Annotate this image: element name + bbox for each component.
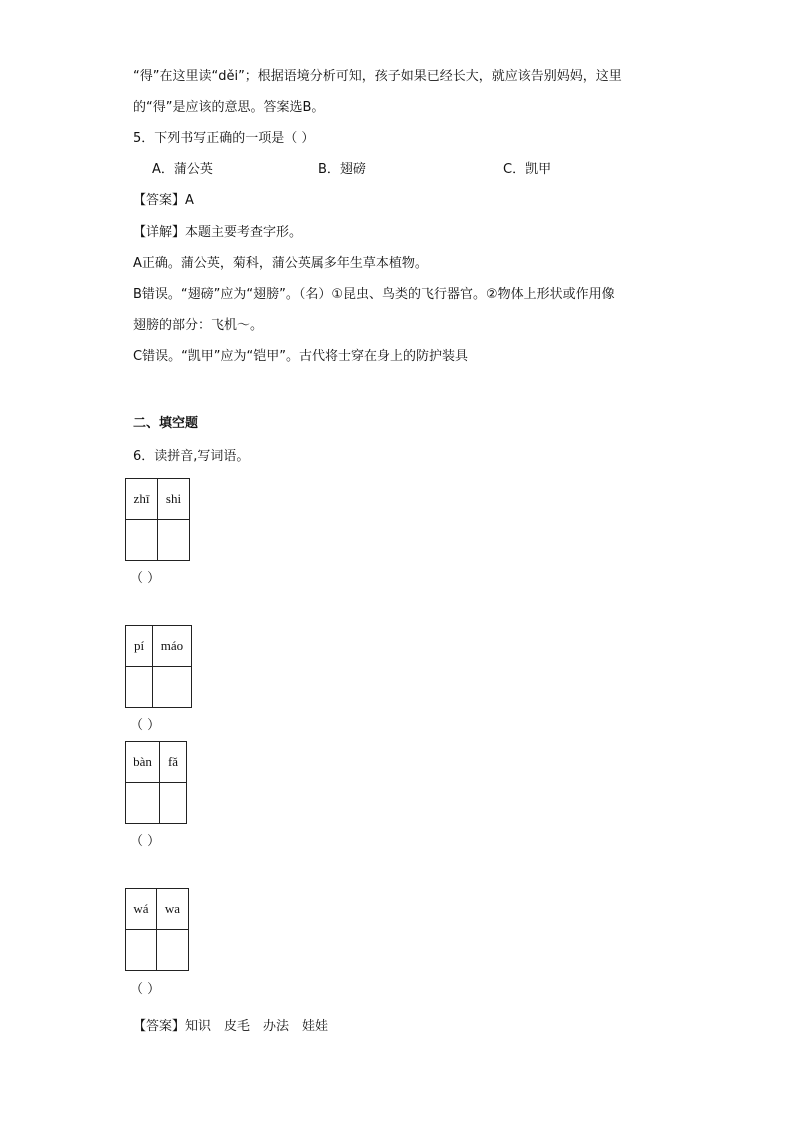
answer-parentheses: （ ） (130, 834, 161, 849)
q5-detail-title: 【详解】本题主要考查字形。 (133, 225, 303, 240)
writing-box[interactable] (160, 783, 187, 824)
q5-option-c: C．凯甲 (503, 162, 552, 177)
pinyin-grid-4 (125, 888, 189, 971)
q6-stem: 6．读拼音,写词语。 (133, 449, 250, 464)
pinyin-cell: zhī (126, 479, 158, 520)
writing-box[interactable] (126, 783, 160, 824)
pinyin-grid-1 (125, 478, 190, 561)
prev-explanation-line-1: “得”在这里读“děi”；根据语境分析可知，孩子如果已经长大，就应该告别妈妈，这里 (133, 69, 622, 84)
pinyin-cell: wá (126, 889, 157, 930)
pinyin-cell: bàn (126, 742, 160, 783)
answer-parentheses: （ ） (130, 571, 161, 586)
q6-answer: 【答案】知识 皮毛 办法 娃娃 (133, 1019, 329, 1034)
q5-note-a: A正确。蒲公英，菊科，蒲公英属多年生草本植物。 (133, 256, 428, 271)
writing-box[interactable] (157, 930, 189, 971)
q5-option-b: B．翅磅 (318, 162, 366, 177)
writing-box[interactable] (158, 520, 190, 561)
section-title: 二、填空题 (133, 416, 199, 431)
q5-note-c: C错误。“凯甲”应为“铠甲”。古代将士穿在身上的防护装具 (133, 349, 469, 364)
writing-box[interactable] (126, 520, 158, 561)
pinyin-cell: fǎ (160, 742, 187, 783)
q5-note-b-2: 翅膀的部分：飞机～。 (133, 318, 264, 333)
writing-box[interactable] (126, 930, 157, 971)
writing-box[interactable] (126, 667, 153, 708)
q5-stem: 5．下列书写正确的一项是（ ） (133, 131, 315, 146)
prev-explanation-line-2: 的“得”是应该的意思。答案选B。 (133, 100, 325, 115)
pinyin-cell: pí (126, 626, 153, 667)
pinyin-grid-2 (125, 625, 192, 708)
q5-option-a: A．蒲公英 (152, 162, 213, 177)
q5-answer: 【答案】A (133, 193, 194, 208)
q5-note-b-1: B错误。“翅磅”应为“翅膀”。（名）①昆虫、鸟类的飞行器官。②物体上形状或作用像 (133, 287, 615, 302)
pinyin-grid-3 (125, 741, 187, 824)
answer-parentheses: （ ） (130, 718, 161, 733)
writing-box[interactable] (153, 667, 192, 708)
pinyin-cell: máo (153, 626, 192, 667)
answer-parentheses: （ ） (130, 982, 161, 997)
pinyin-cell: shi (158, 479, 190, 520)
pinyin-cell: wa (157, 889, 189, 930)
